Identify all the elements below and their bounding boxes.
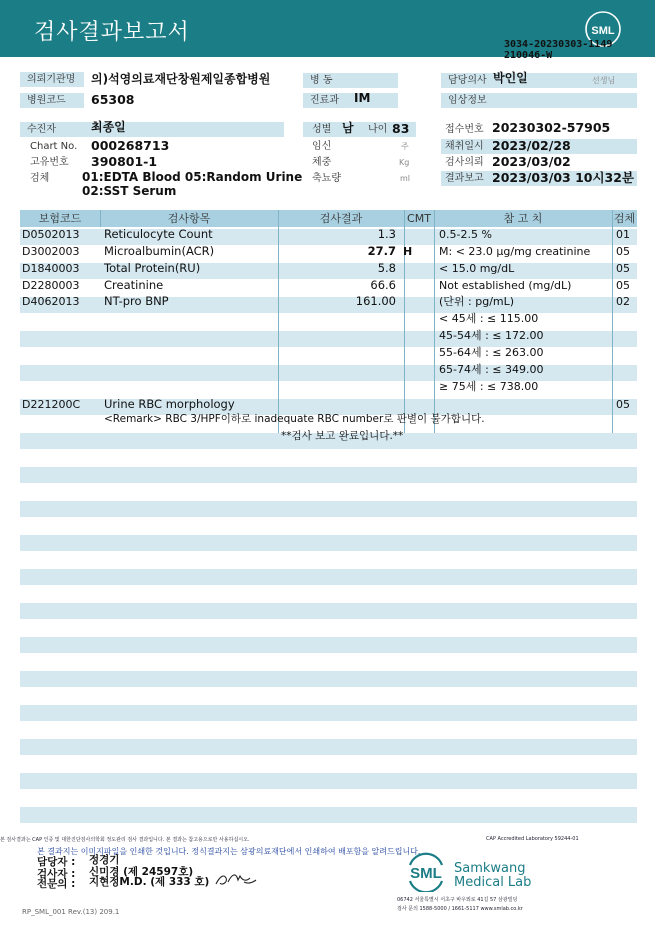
patient-label: 수진자 (20, 122, 284, 137)
doctor-label: 담당의사 (441, 73, 637, 88)
chart-no-value: 000268713 (91, 138, 170, 153)
collect-date-value: 2023/02/28 (492, 138, 571, 153)
row-test-name: Microalbumin(ACR) (104, 244, 215, 258)
weight-unit: Kg (399, 158, 410, 167)
doctor-suffix: 선생님 (592, 76, 616, 85)
bnp-ref-line: 45-54세 : ≤ 172.00 (439, 329, 544, 342)
row-test-name: Reticulocyte Count (104, 227, 213, 241)
tester-label: 검사자 : (37, 868, 76, 880)
row-code: D3002003 (22, 245, 80, 258)
image-print-notice: 본 결과지는 이미지파일을 인쇄한 것입니다. 정식결과지는 삼광의료재단에서 인쇄하여 배포함을 알려드립니다. (37, 847, 421, 856)
svg-text:SML: SML (591, 25, 615, 37)
row-result: 5.8 (377, 261, 396, 275)
cap-accreditation: CAP Accredited Laboratory 59244-01 (486, 836, 579, 842)
col-result: 검사결과 (319, 212, 363, 225)
row-result: 66.6 (370, 278, 396, 292)
row-reference: < 15.0 mg/dL (439, 262, 515, 275)
row-specimen: 05 (616, 279, 630, 292)
specimen-value-line1: 01:EDTA Blood 05:Random Urine (82, 170, 303, 184)
hospital-label: 의뢰기관명 (20, 72, 84, 87)
sex-value: 남 (342, 121, 354, 135)
row-code: D221200C (22, 398, 81, 411)
urine-volume-unit: ml (400, 174, 411, 183)
pregnancy-label: 임신 (312, 141, 332, 152)
staff-label: 담당자 : (37, 856, 76, 868)
age-label: 나이 (368, 124, 388, 135)
doctor-value: 박인일 (493, 71, 528, 85)
hospital-value: 의)석영의료재단창원제일종합병원 (91, 72, 271, 86)
report-complete-note: **검사 보고 완료입니다.** (281, 430, 404, 442)
unique-id-label: 고유번호 (30, 157, 69, 168)
row-reference: Not established (mg/dL) (439, 279, 572, 292)
certification-note: 본 검사결과는 CAP 인증 및 대한진단검사의학회 정도관리 검사 결과입니다. 본 결과는 참고용으로만 사용하십시오. (0, 837, 250, 843)
svg-text:SML: SML (410, 865, 442, 882)
hospital-code-value: 65308 (91, 92, 135, 107)
clinical-info-label: 임상정보 (441, 93, 637, 108)
patient-value: 최종일 (91, 120, 126, 134)
row-result: 1.3 (377, 227, 396, 241)
row-code: D1840003 (22, 262, 80, 275)
lab-name: Samkwang Medical Lab (454, 861, 532, 890)
dept-value: IM (354, 91, 371, 105)
col-test-item: 검사항목 (167, 212, 211, 225)
row-code: D4062013 (22, 295, 80, 308)
row-test-name: NT-pro BNP (104, 294, 169, 308)
age-value: 83 (392, 121, 410, 136)
request-date-value: 2023/03/02 (492, 154, 571, 169)
ward-label: 병 동 (303, 73, 398, 88)
staff-value: 정경기 (89, 854, 120, 866)
specialist-label: 전문의 : (37, 878, 76, 890)
reception-label: 접수번호 (445, 124, 484, 135)
row-result: 27.7 (367, 244, 396, 258)
specimen-value-line2: 02:SST Serum (82, 184, 177, 198)
row-test-name: Urine RBC morphology (104, 397, 235, 411)
row-reference: (단위 : pg/mL) (439, 295, 515, 308)
row-test-name: Creatinine (104, 278, 164, 292)
dept-label: 진료과 (303, 93, 398, 108)
tester-value: 신미경 (제 24597호) (89, 866, 194, 878)
row-result: 161.00 (355, 294, 396, 308)
specialist-value: 지현정M.D. (제 333 호) (89, 876, 210, 888)
col-specimen: 검체 (613, 212, 636, 225)
bnp-ref-line: 65-74세 : ≤ 349.00 (439, 363, 544, 376)
col-insurance-code: 보험코드 (38, 212, 82, 225)
urine-volume-label: 축뇨량 (312, 173, 341, 184)
report-title: 검사결과보고서 (34, 20, 190, 45)
col-cmt: CMT (407, 212, 431, 225)
row-reference: M: < 23.0 μg/mg creatinine (439, 245, 591, 258)
sex-label: 성별 (312, 124, 332, 135)
reception-value: 20230302-57905 (492, 120, 611, 135)
bnp-ref-line: ≥ 75세 : ≤ 738.00 (439, 380, 539, 393)
remark-text: <Remark> RBC 3/HPF이하로 inadequate RBC number로 판별이 불가합니다. (104, 413, 485, 425)
chart-no-label: Chart No. (30, 141, 78, 152)
row-specimen: 05 (616, 262, 630, 275)
row-specimen: 02 (616, 295, 630, 308)
bnp-ref-line: 55-64세 : ≤ 263.00 (439, 346, 544, 359)
unique-id-value: 390801-1 (91, 154, 158, 169)
bnp-ref-line: < 45세 : ≤ 115.00 (439, 312, 539, 325)
row-reference: 0.5-2.5 % (439, 228, 492, 241)
sml-lab-logo-icon (404, 852, 448, 892)
report-header (0, 0, 655, 61)
document-id: 3034-20230303-1149 210046-W (504, 39, 613, 61)
report-date-value: 2023/03/03 10시32분 (492, 170, 635, 185)
row-test-name: Total Protein(RU) (104, 261, 201, 275)
collect-date-label: 채취일시 (445, 141, 484, 152)
row-specimen: 05 (616, 245, 630, 258)
signature-icon (214, 868, 258, 890)
row-code: D0502013 (22, 228, 80, 241)
lab-address: 06742 서울특별시 서초구 바우뫼로 41길 57 삼광빌딩 (397, 897, 518, 903)
row-flag-high: H (403, 245, 413, 258)
row-code: D2280003 (22, 279, 80, 292)
col-reference: 참 고 치 (503, 212, 543, 225)
form-code: RP_SML_001 Rev.(13) 209.1 (22, 908, 120, 916)
lab-contact: 검사 문의 1588-5000 / 1661-5117 www.smlab.co.kr (397, 906, 523, 912)
row-specimen: 05 (616, 398, 630, 411)
weight-label: 체중 (312, 157, 332, 168)
pregnancy-unit: 주 (401, 142, 409, 151)
hospital-code-label: 병원코드 (20, 93, 84, 108)
specimen-label: 검체 (30, 173, 50, 184)
report-date-label: 결과보고 (445, 173, 484, 184)
request-date-label: 검사의뢰 (445, 157, 484, 168)
row-specimen: 01 (616, 228, 630, 241)
